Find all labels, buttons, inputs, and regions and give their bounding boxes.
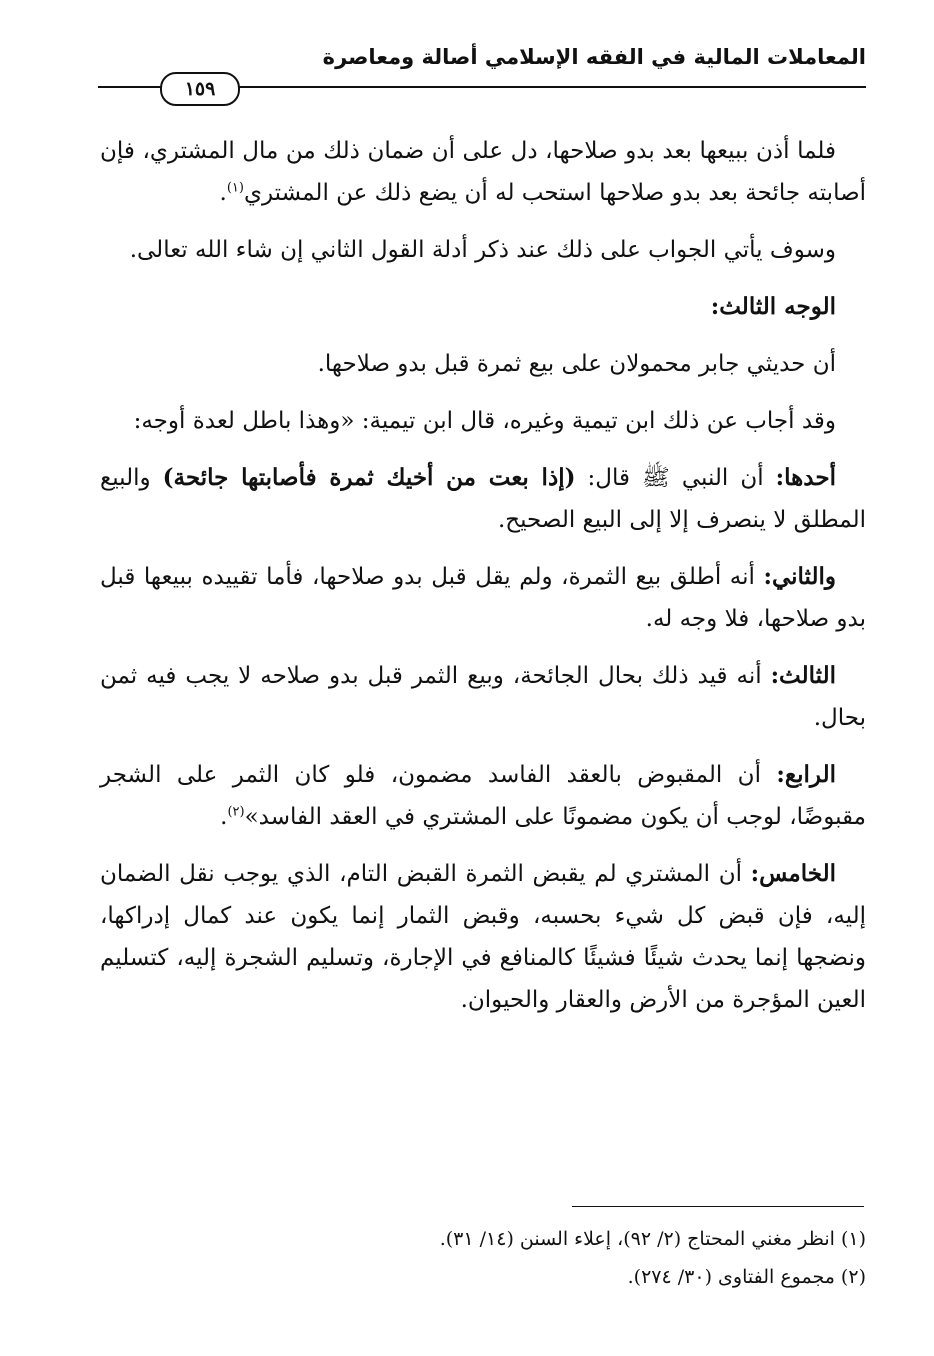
reason-3-label: الثالث: — [770, 662, 836, 689]
paragraph-3: أن حديثي جابر محمولان على بيع ثمرة قبل بدو صلاحها. — [317, 351, 836, 377]
footnote-ref-2: (٢) — [227, 804, 245, 820]
running-header-title: المعاملات المالية في الفقه الإسلامي أصالة ومعاصرة — [322, 45, 866, 69]
footnote-ref-1: (١) — [226, 180, 244, 196]
paragraph-2: وسوف يأتي الجواب على ذلك عند ذكر أدلة القول الثاني إن شاء الله تعالى. — [129, 237, 836, 263]
reason-5-text: أن المشتري لم يقبض الثمرة القبض التام، الذي يوجب نقل الضمان إليه، فإن قبض كل شيء بحسبه، وقبض الثمار إنما يكون عند كمال إدراكها، ونضجها إنما يحدث شيئًا فشيئًا كالمنافع في الإجارة، وتسليم الشجرة إليه، كتسليم العين المؤجرة من الأرض والعقار والحيوان. — [100, 861, 866, 1013]
reason-1-hadith: (إذا بعت من أخيك ثمرة فأصابتها جائحة) — [162, 464, 576, 491]
reason-5 — [100, 853, 866, 1021]
reason-5-label: الخامس: — [750, 860, 836, 887]
reason-2-text: أنه أطلق بيع الثمرة، ولم يقل قبل بدو صلاحها، فأما تقييده ببيعها قبل بدو صلاحها، فلا وجه له. — [100, 564, 866, 632]
paragraph-1-end: . — [219, 180, 227, 206]
reason-1-text-a: أن النبي ﷺ قال: — [575, 465, 776, 491]
footnote-2: (٢) مجموع الفتاوى (٣٠/ ٢٧٤). — [627, 1266, 866, 1288]
reason-4-text: أن المقبوض بالعقد الفاسد مضمون، فلو كان الثمر على الشجر مقبوضًا، لوجب أن يكون مضمونًا على المشتري في العقد الفاسد» — [100, 762, 866, 830]
reason-4-end: . — [220, 804, 228, 830]
paragraph-1-text: فلما أذن ببيعها بعد بدو صلاحها، دل على أن ضمان ذلك من مال المشتري، فإن أصابته جائحة بعد بدو صلاحها استحب له أن يضع ذلك عن المشتري — [100, 138, 866, 206]
reason-4-label: الرابع: — [776, 761, 836, 788]
reason-2 — [100, 556, 866, 640]
page-number: ١٥٩ — [160, 72, 240, 106]
footnote-1: (١) انظر مغني المحتاج (٢/ ٩٢)، إعلاء السنن (١٤/ ٣١). — [439, 1228, 866, 1250]
reason-1-text-b: والبيع المطلق لا ينصرف إلا إلى البيع الصحيح. — [100, 465, 866, 533]
reason-3-text: أنه قيد ذلك بحال الجائحة، وبيع الثمر قبل بدو صلاحه لا يجب فيه ثمن بحال. — [100, 663, 866, 731]
footnote-rule — [572, 1206, 864, 1207]
reason-4 — [100, 754, 866, 838]
section-heading-third-aspect: الوجه الثالث: — [710, 293, 836, 320]
reason-3 — [100, 655, 866, 739]
reason-1 — [100, 457, 866, 541]
footnotes — [100, 1222, 866, 1298]
reason-1-label: أحدها: — [775, 464, 836, 491]
paragraph-4: وقد أجاب عن ذلك ابن تيمية وغيره، قال ابن تيمية: «وهذا باطل لعدة أوجه: — [133, 408, 836, 434]
paragraph-1 — [100, 130, 866, 214]
main-text — [100, 130, 866, 1036]
reason-2-label: والثاني: — [763, 563, 836, 590]
